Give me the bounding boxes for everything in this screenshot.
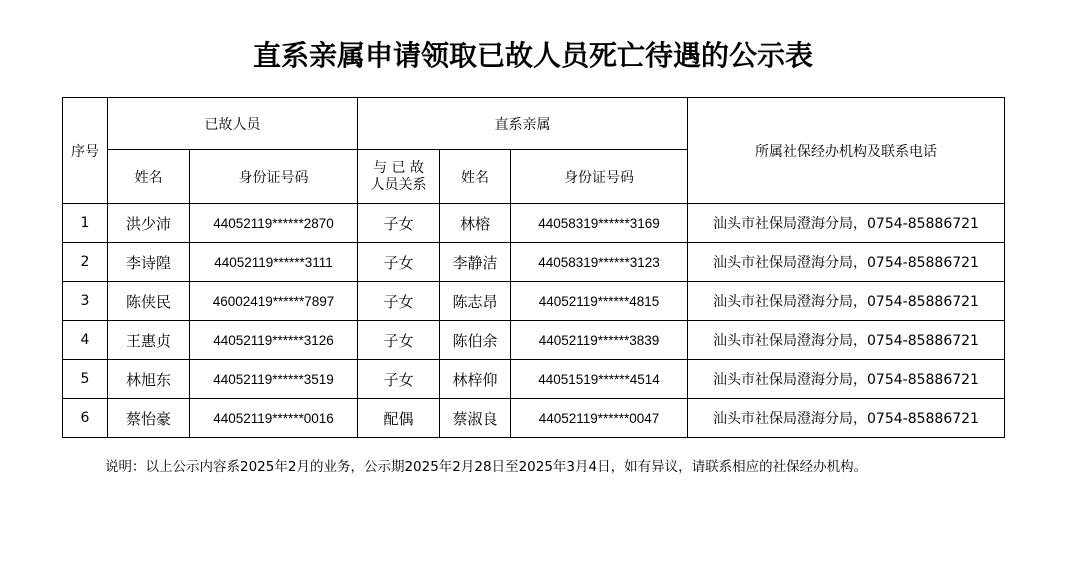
header-deceased-id: 身份证号码 (190, 150, 358, 204)
row-deceased-id: 44052119******0016 (190, 399, 358, 438)
row-relation: 配偶 (358, 399, 440, 438)
row-relative-name: 蔡淑良 (440, 399, 511, 438)
row-relation: 子女 (358, 360, 440, 399)
row-org: 汕头市社保局澄海分局，0754-85886721 (688, 321, 1005, 360)
row-deceased-id: 44052119******3126 (190, 321, 358, 360)
row-relative-id: 44052119******0047 (511, 399, 688, 438)
row-relative-name: 陈志昂 (440, 282, 511, 321)
row-relative-id: 44052119******3839 (511, 321, 688, 360)
row-org: 汕头市社保局澄海分局，0754-85886721 (688, 204, 1005, 243)
row-relation: 子女 (358, 282, 440, 321)
header-relation (358, 150, 440, 204)
row-deceased-name: 蔡怡豪 (108, 399, 190, 438)
table-row (63, 282, 1005, 321)
header-relative-group: 直系亲属 (358, 98, 688, 150)
table-row (63, 321, 1005, 360)
row-deceased-name: 陈侠民 (108, 282, 190, 321)
row-relative-name: 陈伯余 (440, 321, 511, 360)
header-relative-id: 身份证号码 (511, 150, 688, 204)
row-relation: 子女 (358, 243, 440, 282)
row-org: 汕头市社保局澄海分局，0754-85886721 (688, 360, 1005, 399)
header-row-1 (63, 98, 1005, 150)
row-deceased-name: 李诗隍 (108, 243, 190, 282)
table-row (63, 360, 1005, 399)
row-deceased-name: 林旭东 (108, 360, 190, 399)
header-relation-line2: 人员关系 (370, 176, 427, 193)
header-seq: 序号 (63, 98, 108, 204)
header-deceased-group: 已故人员 (108, 98, 358, 150)
row-org: 汕头市社保局澄海分局，0754-85886721 (688, 243, 1005, 282)
row-relative-id: 44052119******4815 (511, 282, 688, 321)
row-seq: 5 (63, 360, 108, 399)
row-deceased-id: 44052119******3519 (190, 360, 358, 399)
row-org: 汕头市社保局澄海分局，0754-85886721 (688, 399, 1005, 438)
row-deceased-name: 王惠贞 (108, 321, 190, 360)
row-deceased-id: 44052119******3111 (190, 243, 358, 282)
page-title: 直系亲属申请领取已故人员死亡待遇的公示表 (252, 39, 813, 72)
notice-table (62, 97, 1005, 438)
row-relative-id: 44058319******3169 (511, 204, 688, 243)
row-relation: 子女 (358, 204, 440, 243)
table-row (63, 243, 1005, 282)
row-org: 汕头市社保局澄海分局，0754-85886721 (688, 282, 1005, 321)
row-relative-id: 44058319******3123 (511, 243, 688, 282)
footnote: 说明：以上公示内容系2025年2月的业务，公示期2025年2月28日至2025年3月4日，如有异议，请联系相应的社保经办机构。 (105, 459, 868, 475)
row-relation: 子女 (358, 321, 440, 360)
table-row (63, 399, 1005, 438)
row-relative-id: 44051519******4514 (511, 360, 688, 399)
header-relation-line1: 与 已 故 (373, 159, 424, 176)
row-seq: 4 (63, 321, 108, 360)
header-deceased-name: 姓名 (108, 150, 190, 204)
row-relative-name: 李静洁 (440, 243, 511, 282)
row-seq: 1 (63, 204, 108, 243)
header-contact-org: 所属社保经办机构及联系电话 (688, 98, 1005, 204)
row-deceased-name: 洪少沛 (108, 204, 190, 243)
row-deceased-id: 46002419******7897 (190, 282, 358, 321)
table-row (63, 204, 1005, 243)
row-seq: 2 (63, 243, 108, 282)
row-relative-name: 林榕 (440, 204, 511, 243)
row-deceased-id: 44052119******2870 (190, 204, 358, 243)
header-relative-name: 姓名 (440, 150, 511, 204)
row-seq: 3 (63, 282, 108, 321)
row-relative-name: 林梓仰 (440, 360, 511, 399)
row-seq: 6 (63, 399, 108, 438)
